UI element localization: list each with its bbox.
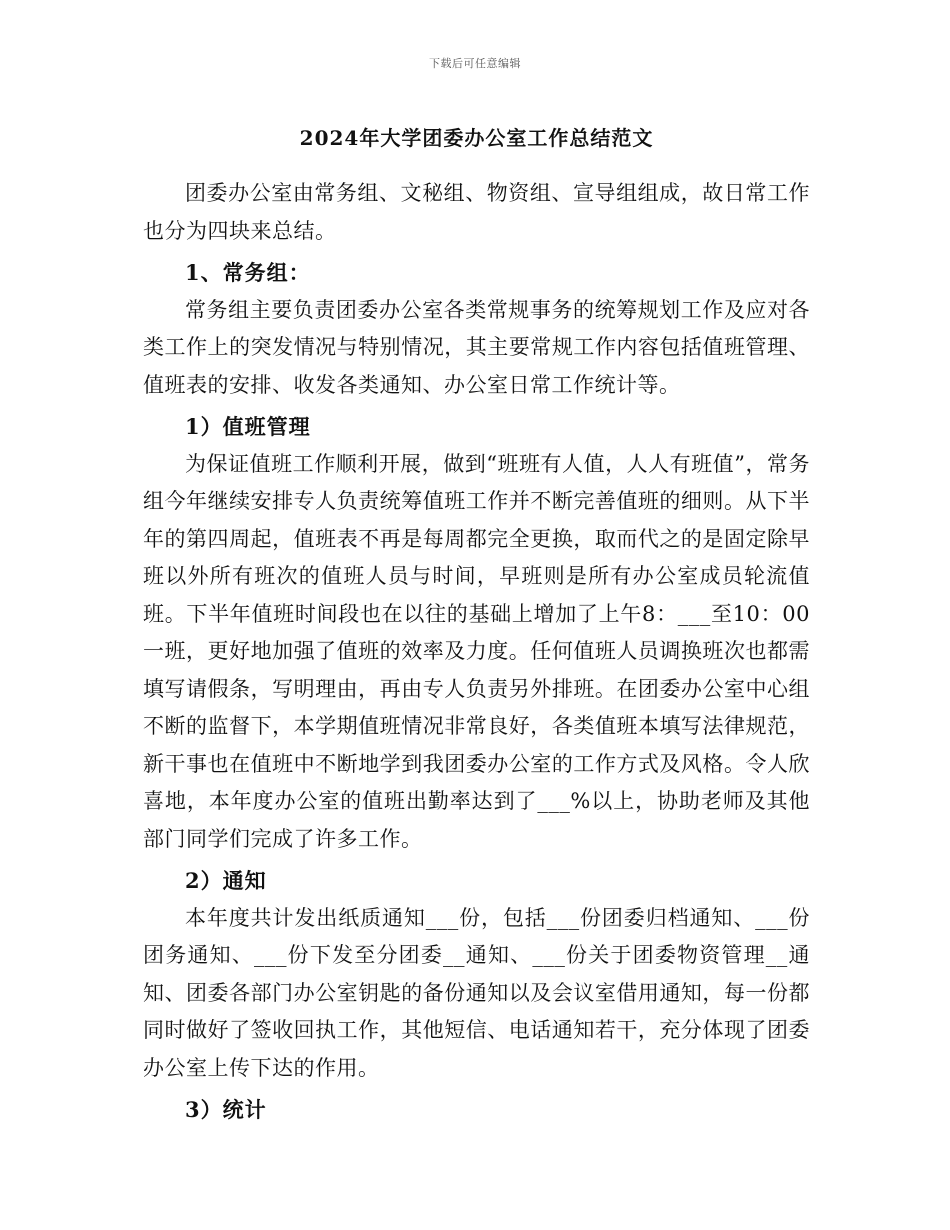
document-title: 2024年大学团委办公室工作总结范文	[299, 126, 654, 150]
subsection-paragraph-notice: 本年度共计发出纸质通知___份，包括___份团委归档通知、___份团务通知、___份下发至分团委__通知、___份关于团委物资管理__通知、团委各部门办公室钥匙的备份通知以及会议室借用通知，每一份都同时做好了签收回执工作，其他短信、电话通知若干，充分体现了团委办公室上传下达的作用。	[143, 905, 810, 1080]
subsection-heading-duty: 1）值班管理	[185, 414, 311, 439]
subsection-paragraph-duty: 为保证值班工作顺利开展，做到“班班有人值，人人有班值”，常务组今年继续安排专人负责统筹值班工作并不断完善值班的细则。从下半年的第四周起，值班表不再是每周都完全更换，取而代之的是固定除早班以外所有班次的值班人员与时间，早班则是所有办公室成员轮流值班。下半年值班时间段也在以往的基础上增加了上午8：___至10：00一班，更好地加强了值班的效率及力度。任何值班人员调换班次也都需填写请假条，写明理由，再由专人负责另外排班。在团委办公室中心组不断的监督下，本学期值班情况非常良好，各类值班本填写法律规范，新干事也在值班中不断地学到我团委办公室的工作方式及风格。令人欣喜地，本年度办公室的值班出勤率达到了___%以上，协助老师及其他部门同学们完成了许多工作。	[143, 451, 810, 851]
subsection-heading-notice: 2）通知	[185, 868, 267, 893]
document-body	[143, 118, 810, 1129]
section-heading-1: 1、常务组：	[185, 260, 311, 285]
header-note: 下载后可任意编辑	[429, 57, 521, 70]
section-paragraph-1: 常务组主要负责团委办公室各类常规事务的统筹规划工作及应对各类工作上的突发情况与特别情况，其主要常规工作内容包括值班管理、值班表的安排、收发各类通知、办公室日常工作统计等。	[143, 297, 810, 397]
subsection-heading-statistics: 3）统计	[185, 1097, 267, 1122]
intro-paragraph: 团委办公室由常务组、文秘组、物资组、宣导组组成，故日常工作也分为四块来总结。	[143, 181, 810, 243]
